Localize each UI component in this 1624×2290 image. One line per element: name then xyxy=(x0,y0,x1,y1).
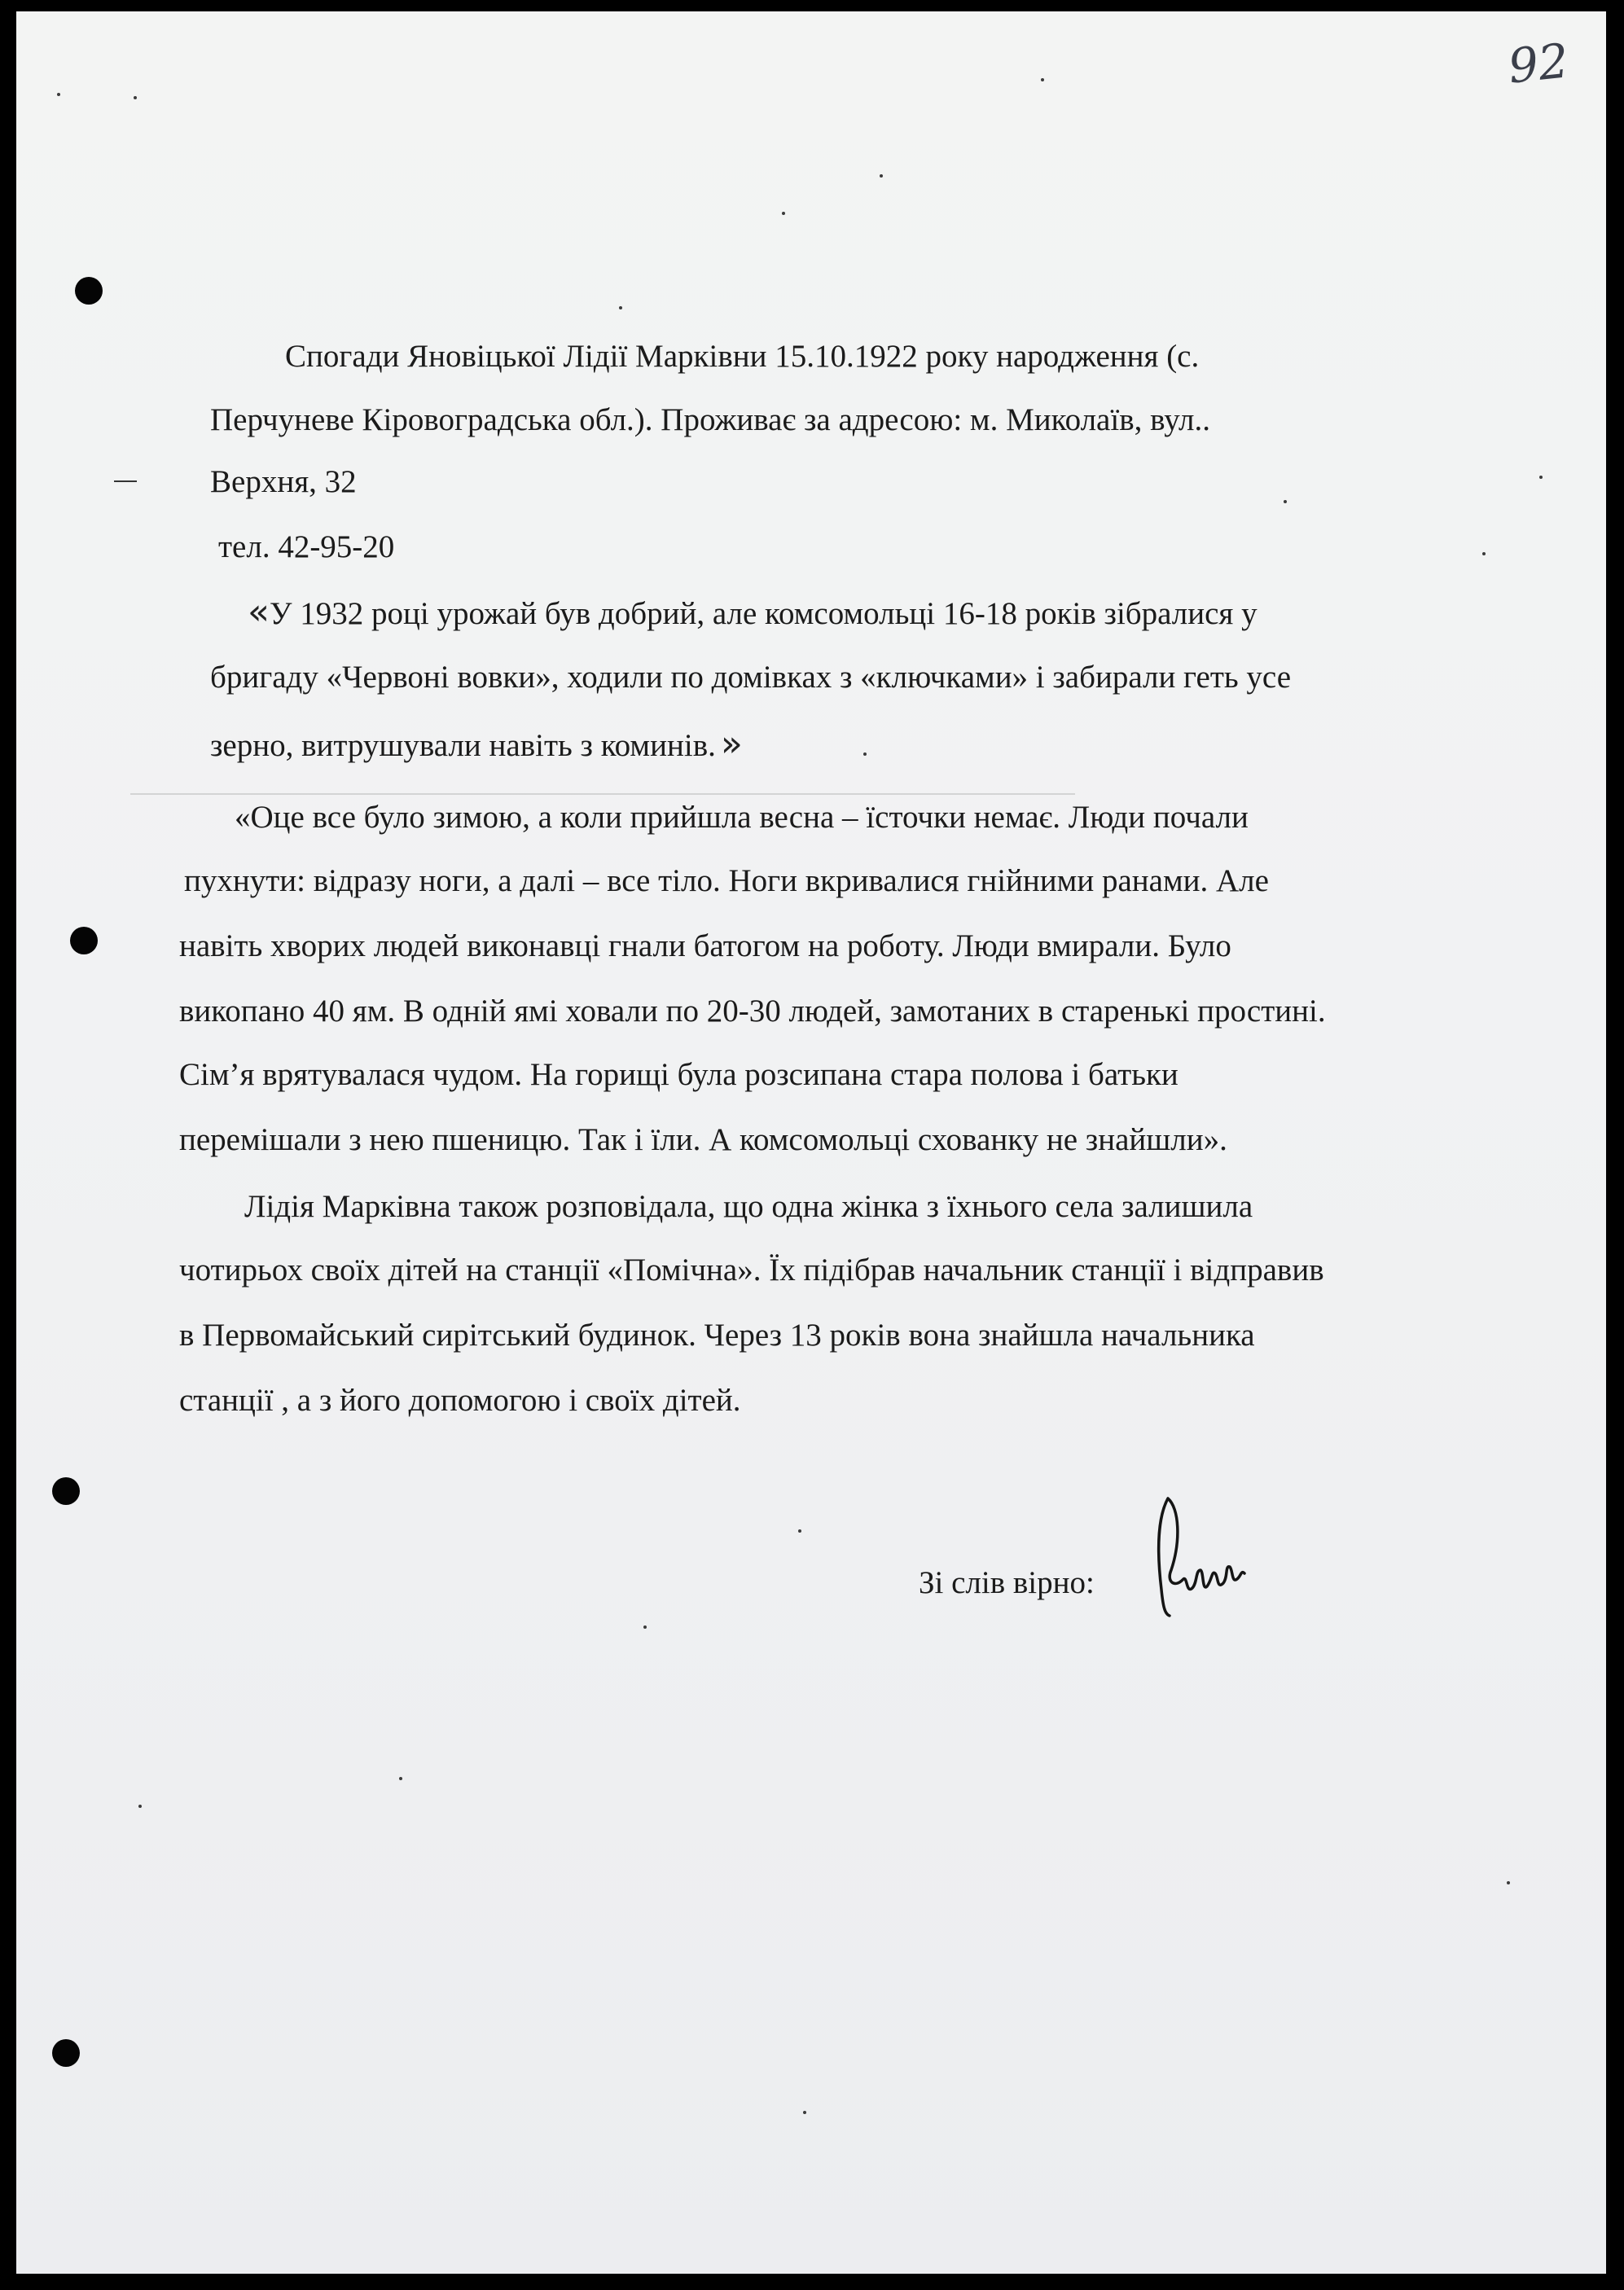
dust-speck xyxy=(798,1529,801,1533)
scan-line xyxy=(114,480,137,482)
dust-speck xyxy=(803,2111,806,2114)
paragraph-line: викопано 40 ям. В одній ямі ховали по 20-30 людей, замотаних в старенькі простині. xyxy=(179,994,1326,1029)
paragraph-line: Лідія Марківна також розповідала, що одна жінка з їхнього села залишила xyxy=(244,1189,1253,1224)
header-line: Перчуневе Кіровоградська обл.). Проживає за адресою: м. Миколаїв, вул.. xyxy=(210,402,1210,437)
dust-speck xyxy=(57,93,60,96)
paragraph-line: Сім’я врятувалася чудом. На горищі була розсипана стара полова і батьки xyxy=(179,1057,1178,1092)
punch-hole xyxy=(70,927,98,954)
handwritten-close-quote: » xyxy=(720,723,743,765)
dust-speck xyxy=(1284,500,1287,503)
header-line: Спогади Яновіцької Лідії Марківни 15.10.1922 року народження (с. xyxy=(285,339,1200,374)
dust-speck xyxy=(1507,1881,1510,1884)
dust-speck xyxy=(880,174,883,178)
quote-paragraph-line xyxy=(210,723,743,765)
paragraph-line: навіть хворих людей виконавці гнали батогом на роботу. Люди вмирали. Було xyxy=(179,928,1231,963)
punch-hole xyxy=(75,277,103,305)
quote-text: У 1932 році урожай був добрий, але комсомольці 16-18 років зібралися у xyxy=(269,596,1258,631)
dust-speck xyxy=(619,306,622,309)
punch-hole xyxy=(52,1477,80,1505)
handwritten-open-quote: « xyxy=(248,591,270,633)
header-line: Верхня, 32 xyxy=(210,464,357,499)
paragraph-line: «Оце все було зимою, а коли прийшла весна – їсточки немає. Люди почали xyxy=(235,800,1249,835)
dust-speck xyxy=(134,96,137,99)
dust-speck xyxy=(138,1805,142,1808)
paragraph-line: перемішали з нею пшеницю. Так і їли. А комсомольці схованку не знайшли». xyxy=(179,1122,1227,1157)
handwritten-page-number: 92 xyxy=(1505,33,1572,94)
dust-speck xyxy=(399,1777,402,1780)
paragraph-line: в Первомайський сирітський будинок. Через 13 років вона знайшла начальника xyxy=(179,1318,1255,1353)
phone-line: тел. 42-95-20 xyxy=(218,529,395,564)
dust-speck xyxy=(863,752,867,756)
dust-speck xyxy=(782,212,785,215)
dust-speck xyxy=(643,1625,647,1629)
handwritten-signature xyxy=(1150,1492,1256,1622)
quote-paragraph-line: бригаду «Червоні вовки», ходили по домівках з «ключками» і забирали геть усе xyxy=(210,660,1292,695)
punch-hole xyxy=(52,2039,80,2067)
scan-line xyxy=(130,793,1075,795)
paragraph-line: станції , а з його допомогою і своїх дітей. xyxy=(179,1383,741,1418)
dust-speck xyxy=(1482,552,1486,555)
dust-speck xyxy=(1041,78,1044,81)
certification-label: Зі слів вірно: xyxy=(919,1565,1095,1600)
quote-paragraph-line xyxy=(248,591,1258,633)
dust-speck xyxy=(1539,476,1543,479)
paragraph-line: чотирьох своїх дітей на станції «Помічна». Їх підібрав начальник станції і відправив xyxy=(179,1252,1324,1288)
paragraph-line: пухнути: відразу ноги, а далі – все тіло. Ноги вкривалися гнійними ранами. Але xyxy=(184,863,1269,898)
quote-text: зерно, витрушували навіть з коминів. xyxy=(210,728,716,763)
